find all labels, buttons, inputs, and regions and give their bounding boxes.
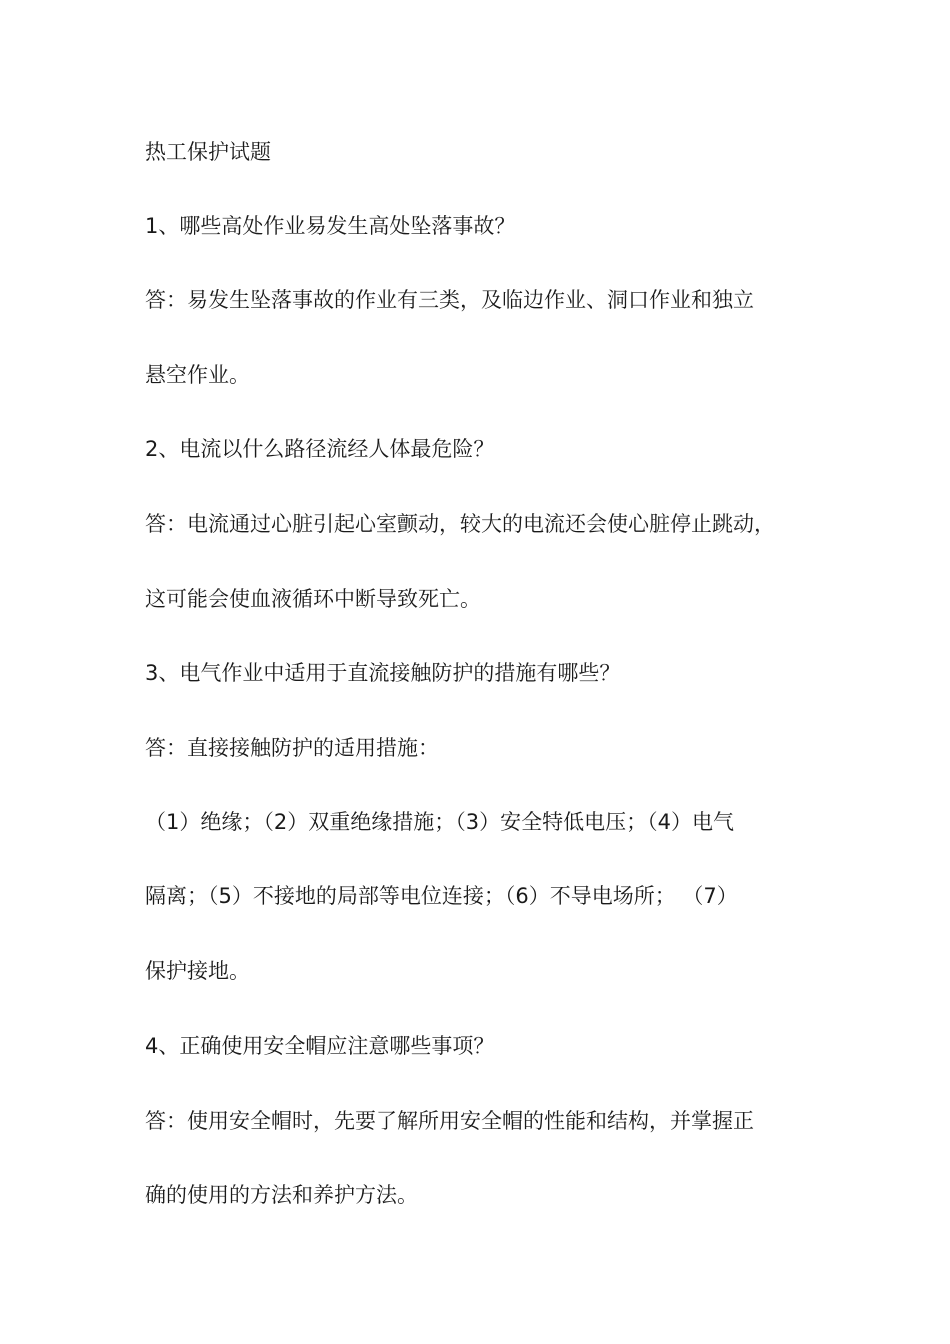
question-4: 4、正确使用安全帽应注意哪些事项？ bbox=[145, 1034, 495, 1058]
answer-3-line-1: 答：直接接触防护的适用措施： bbox=[145, 736, 439, 760]
answer-4-line-2: 确的使用的方法和养护方法。 bbox=[145, 1183, 418, 1207]
answer-4-line-1: 答：使用安全帽时，先要了解所用安全帽的性能和结构，并掌握正 bbox=[145, 1109, 754, 1133]
answer-2-line-1: 答：电流通过心脏引起心室颤动，较大的电流还会使心脏停止跳动， bbox=[145, 512, 775, 536]
document-title: 热工保护试题 bbox=[145, 140, 271, 164]
answer-3-line-3: 隔离；（5）不接地的局部等电位连接；（6）不导电场所； （7） bbox=[145, 884, 738, 908]
answer-3-line-2: （1）绝缘；（2）双重绝缘措施；（3）安全特低电压；（4）电气 bbox=[145, 810, 734, 834]
answer-1-line-2: 悬空作业。 bbox=[145, 363, 250, 387]
answer-1-line-1: 答：易发生坠落事故的作业有三类，及临边作业、洞口作业和独立 bbox=[145, 288, 754, 312]
question-1: 1、哪些高处作业易发生高处坠落事故？ bbox=[145, 214, 516, 238]
answer-2-line-2: 这可能会使血液循环中断导致死亡。 bbox=[145, 587, 481, 611]
question-2: 2、电流以什么路径流经人体最危险？ bbox=[145, 437, 495, 461]
answer-3-line-4: 保护接地。 bbox=[145, 959, 250, 983]
question-3: 3、电气作业中适用于直流接触防护的措施有哪些？ bbox=[145, 661, 621, 685]
